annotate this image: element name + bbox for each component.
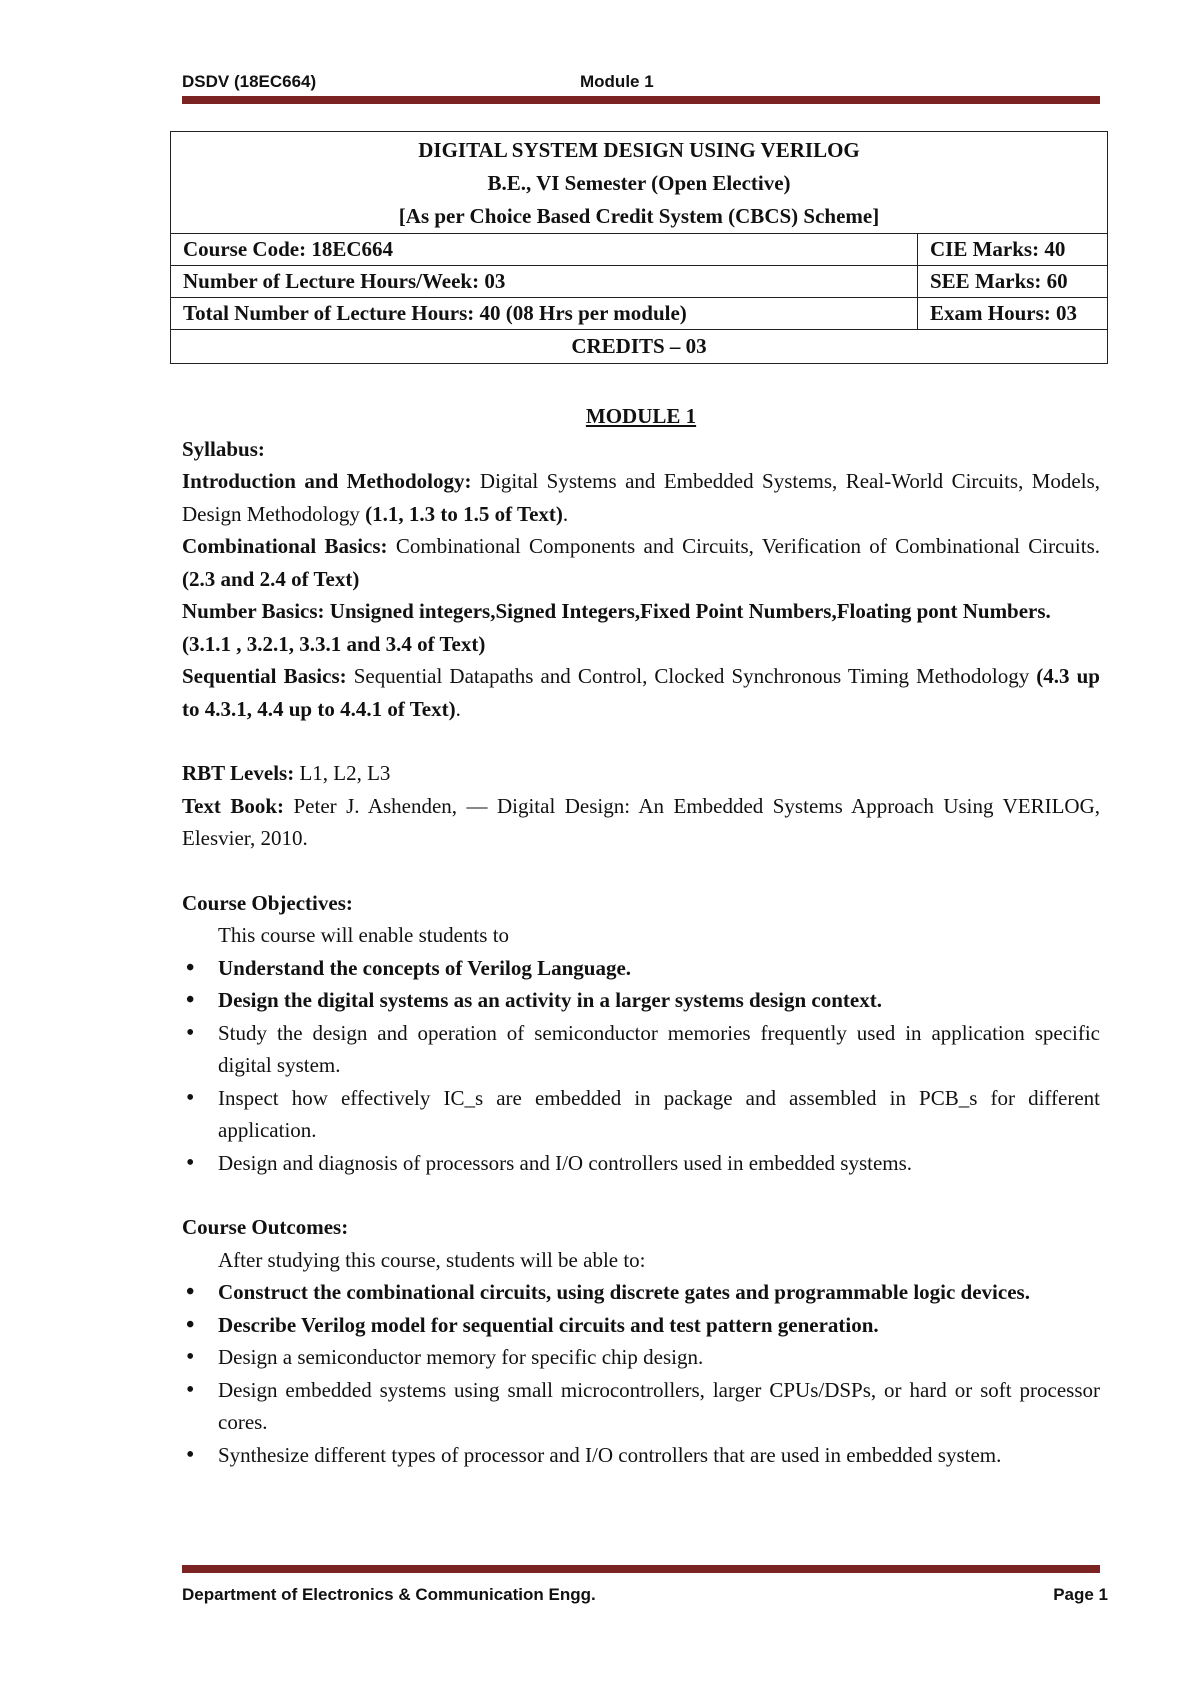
- list-item: • Construct the combinational circuits, using discrete gates and programmable logic devices.: [182, 1276, 1100, 1309]
- header-module: Module 1: [580, 72, 654, 91]
- sequential-text: Sequential Datapaths and Control, Clocked Synchronous Timing Methodology: [346, 664, 1037, 688]
- list-item: • Inspect how effectively IC_s are embedded in package and assembled in PCB_s for different application.: [182, 1082, 1100, 1147]
- combinational-label: Combinational Basics:: [182, 534, 388, 558]
- list-item: • Design a semiconductor memory for specific chip design.: [182, 1341, 1100, 1374]
- objectives-list: [182, 952, 1100, 1180]
- rbt-label: RBT Levels:: [182, 761, 295, 785]
- intro-text: Digital Systems and Embedded Systems, Real-World Circuits, Models, Design Methodology: [182, 469, 1101, 526]
- course-info-table: [170, 131, 1108, 364]
- table-row: [171, 234, 1108, 266]
- list-item: • Design and diagnosis of processors and I/O controllers used in embedded systems.: [182, 1147, 1100, 1180]
- module-title: MODULE 1: [585, 404, 697, 428]
- course-code: Course Code: 18EC664: [171, 234, 918, 266]
- list-item: • Synthesize different types of processor and I/O controllers that are used in embedded system.: [182, 1439, 1100, 1472]
- course-semester: B.E., VI Semester (Open Elective): [487, 171, 791, 195]
- spacer: [182, 725, 1100, 757]
- course-title: DIGITAL SYSTEM DESIGN USING VERILOG: [418, 138, 860, 162]
- combinational-text: Combinational Components and Circuits, Verification of Combinational Circuits.: [387, 534, 1100, 558]
- page-number: Page 1: [1053, 1585, 1108, 1604]
- spacer: [182, 1179, 1100, 1211]
- combinational-ref: (2.3 and 2.4 of Text): [182, 566, 360, 591]
- sequential-ref: (4.3 up to 4.3.1, 4.4 up to 4.4.1 of Text): [182, 664, 1100, 721]
- header-course-code: DSDV (18EC664): [182, 72, 317, 91]
- list-item: • Describe Verilog model for sequential circuits and test pattern generation.: [182, 1309, 1100, 1342]
- credits: CREDITS – 03: [171, 330, 1108, 364]
- sequential-label: Sequential Basics:: [182, 664, 347, 688]
- spacer: [182, 855, 1100, 887]
- course-title-cell: [171, 132, 1108, 234]
- intro-end: .: [562, 501, 569, 526]
- list-item: • Design embedded systems using small microcontrollers, larger CPUs/DSPs, or hard or soft processor cores.: [182, 1374, 1100, 1439]
- exam-hours: Exam Hours: 03: [918, 298, 1108, 330]
- lecture-hours-week: Number of Lecture Hours/Week: 03: [171, 266, 918, 298]
- cie-marks: CIE Marks: 40: [918, 234, 1108, 266]
- syllabus-sequential: [182, 660, 1100, 725]
- footer-department: Department of Electronics & Communication Engg.: [182, 1585, 596, 1604]
- text-book: [182, 790, 1100, 855]
- textbook-text: Peter J. Ashenden, — Digital Design: An Embedded Systems Approach Using VERILOG, Elesvier, 2010.: [182, 793, 1100, 850]
- module-content: [182, 400, 1100, 1471]
- list-item: • Design the digital systems as an activity in a larger systems design context.: [182, 984, 1100, 1017]
- outcomes-list: [182, 1276, 1100, 1471]
- syllabus-intro: [182, 465, 1100, 530]
- rbt-text: L1, L2, L3: [294, 761, 391, 785]
- textbook-label: Text Book:: [182, 793, 285, 818]
- outcomes-intro: After studying this course, students will be able to:: [218, 1247, 646, 1272]
- syllabus-heading: Syllabus:: [182, 436, 265, 461]
- objectives-heading: Course Objectives:: [182, 890, 353, 915]
- list-item: • Study the design and operation of semiconductor memories frequently used in application specific digital system.: [182, 1017, 1100, 1082]
- objectives-intro: This course will enable students to: [218, 923, 510, 947]
- list-item: • Understand the concepts of Verilog Language.: [182, 952, 1100, 985]
- footer-rule: [182, 1565, 1100, 1573]
- outcomes-heading: Course Outcomes:: [182, 1215, 349, 1239]
- sequential-end: .: [455, 696, 461, 721]
- course-scheme: [As per Choice Based Credit System (CBCS) Scheme]: [398, 204, 880, 228]
- header-rule: [182, 96, 1100, 104]
- total-lecture-hours: Total Number of Lecture Hours: 40 (08 Hrs per module): [171, 298, 918, 330]
- table-row: [171, 266, 1108, 298]
- see-marks: SEE Marks: 60: [918, 266, 1108, 298]
- syllabus-number: Number Basics: Unsigned integers,Signed Integers,Fixed Point Numbers,Floating pont Numbers. (3.1.1 , 3.2.1, 3.3.1 and 3.4 of Text): [182, 599, 1051, 656]
- table-row: [171, 298, 1108, 330]
- intro-ref: (1.1, 1.3 to 1.5 of Text): [365, 501, 563, 526]
- intro-label: Introduction and Methodology:: [182, 469, 472, 493]
- rbt-levels: [182, 757, 1100, 790]
- syllabus-combinational: [182, 530, 1100, 595]
